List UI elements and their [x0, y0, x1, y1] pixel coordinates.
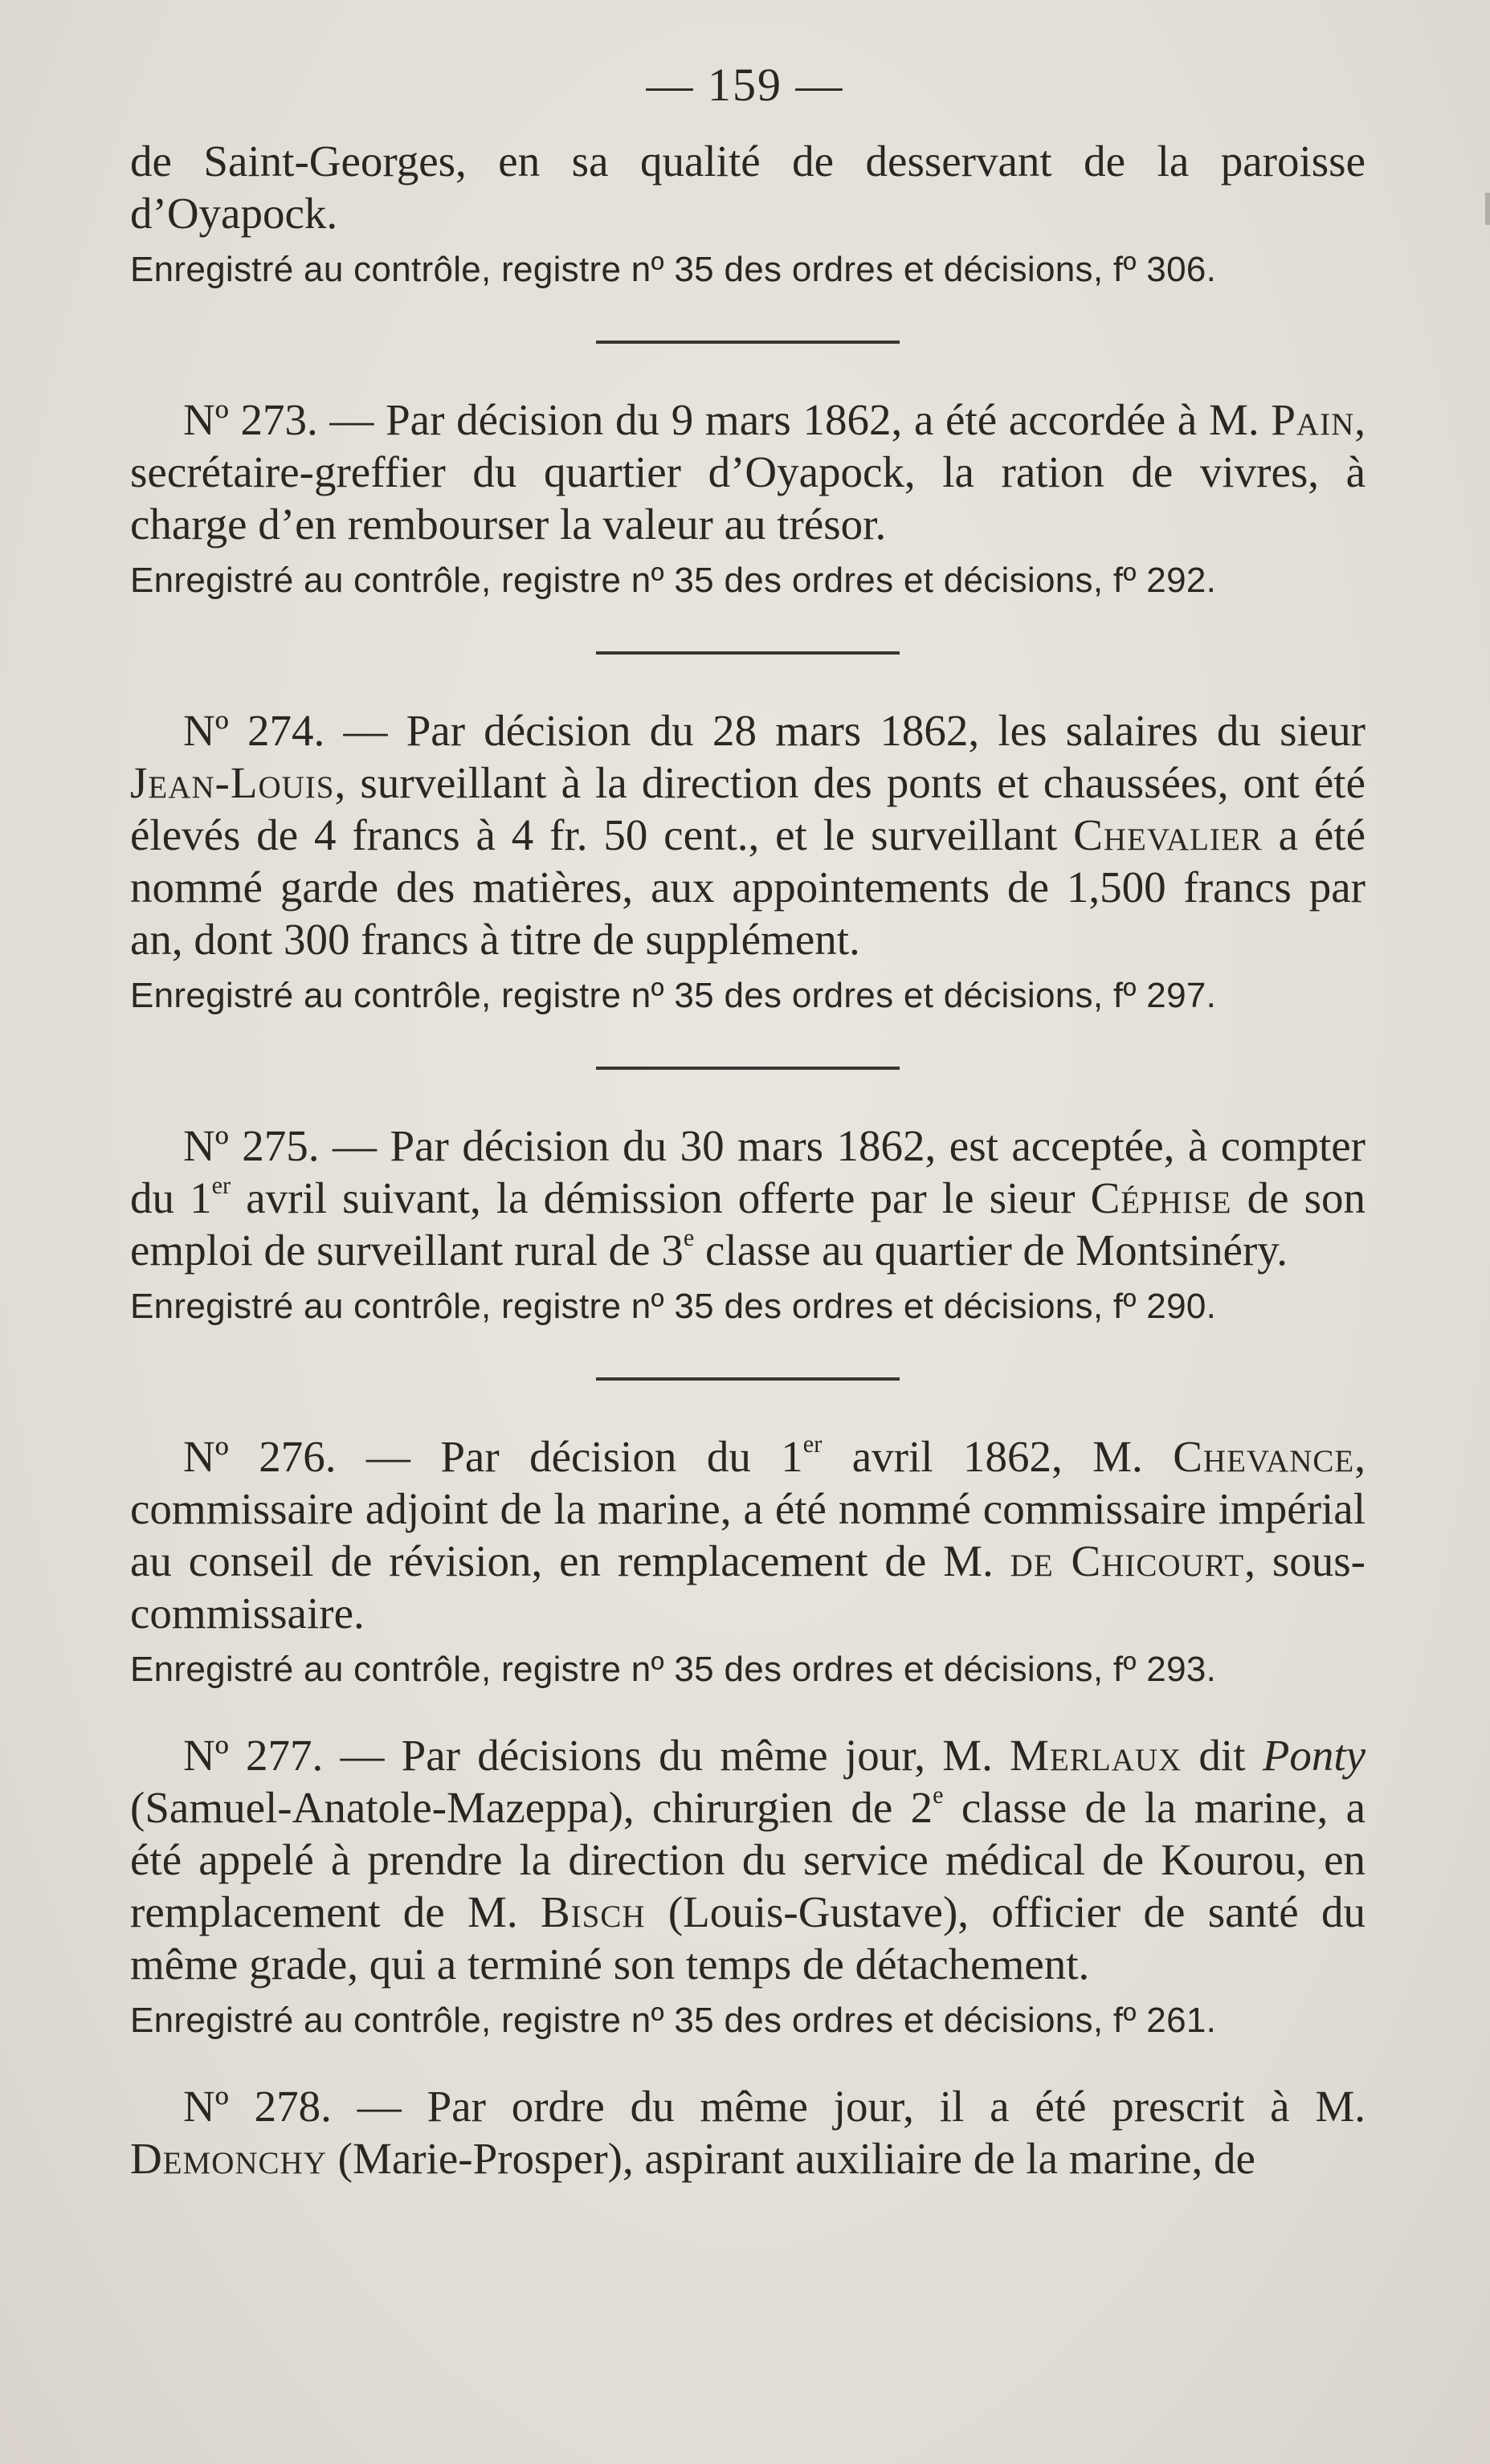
paragraph-gap	[130, 2045, 1365, 2080]
paragraph-gap	[130, 1694, 1365, 1729]
entry-278	[130, 2080, 1365, 2185]
registration-line: Enregistré au contrôle, registre nº 35 des ordres et décisions, fº 306.	[130, 250, 1217, 289]
page-number: — 159 —	[646, 59, 844, 111]
registration-line: Enregistré au contrôle, registre nº 35 des ordres et décisions, fº 290.	[130, 1287, 1217, 1326]
separator-rule	[596, 651, 900, 655]
entry-body: Nº 276. — Par décision du 1er avril 1862, M. Chevance, commissaire adjoint de la marine, a été nommé commissaire impérial au conseil de révision, en remplacement de M. de Chicourt, sous-commissaire.	[130, 1430, 1365, 1638]
margin-mark	[1485, 193, 1490, 225]
separator-rule	[596, 341, 900, 344]
text-block	[130, 135, 1365, 2185]
entry-276	[130, 1430, 1365, 1694]
entry-body: Nº 273. — Par décision du 9 mars 1862, a été accordée à M. Pain, secrétaire-greffier du quartier d’Oyapock, la ration de vivres, à charge d’en rembourser la valeur au trésor.	[130, 395, 1365, 549]
entry-277	[130, 1729, 1365, 2045]
entry-273	[130, 394, 1365, 605]
entry-body: Nº 275. — Par décision du 30 mars 1862, est acceptée, à compter du 1er avril suivant, la démission offerte par le sieur Céphise de son emploi de surveillant rural de 3e classe au quartier de Montsinéry.	[130, 1121, 1365, 1275]
separator-rule	[596, 1067, 900, 1070]
entry-275	[130, 1120, 1365, 1331]
registration-line: Enregistré au contrôle, registre nº 35 des ordres et décisions, fº 292.	[130, 561, 1217, 600]
separator-rule	[596, 1377, 900, 1381]
registration-line: Enregistré au contrôle, registre nº 35 des ordres et décisions, fº 297.	[130, 976, 1217, 1015]
entry-body: Nº 274. — Par décision du 28 mars 1862, les salaires du sieur Jean-Louis, surveillant à la direction des ponts et chaussées, ont été élevés de 4 francs à 4 fr. 50 cent., et le surveillant Chevalier a été nommé garde des matières, aux appointements de 1,500 francs par an, dont 300 francs à titre de supplément.	[130, 706, 1366, 964]
registration-line: Enregistré au contrôle, registre nº 35 des ordres et décisions, fº 261.	[130, 2001, 1217, 2040]
entry-body: Nº 278. — Par ordre du même jour, il a été prescrit à M. Demonchy (Marie-Prosper), aspirant auxiliaire de la marine, de	[130, 2082, 1365, 2183]
entry-body: de Saint-Georges, en sa qualité de desservant de la paroisse d’Oyapock.	[130, 137, 1365, 238]
entry-continuation	[130, 135, 1365, 294]
entry-274	[130, 704, 1365, 1020]
registration-line: Enregistré au contrôle, registre nº 35 des ordres et décisions, fº 293.	[130, 1650, 1217, 1689]
entry-body: Nº 277. — Par décisions du même jour, M. Merlaux dit Ponty (Samuel-Anatole-Mazeppa), chirurgien de 2e classe de la marine, a été appelé à prendre la direction du service médical de Kourou, en remplacement de M. Bisch (Louis-Gustave), officier de santé du même grade, qui a terminé son temps de détachement.	[130, 1731, 1366, 1989]
